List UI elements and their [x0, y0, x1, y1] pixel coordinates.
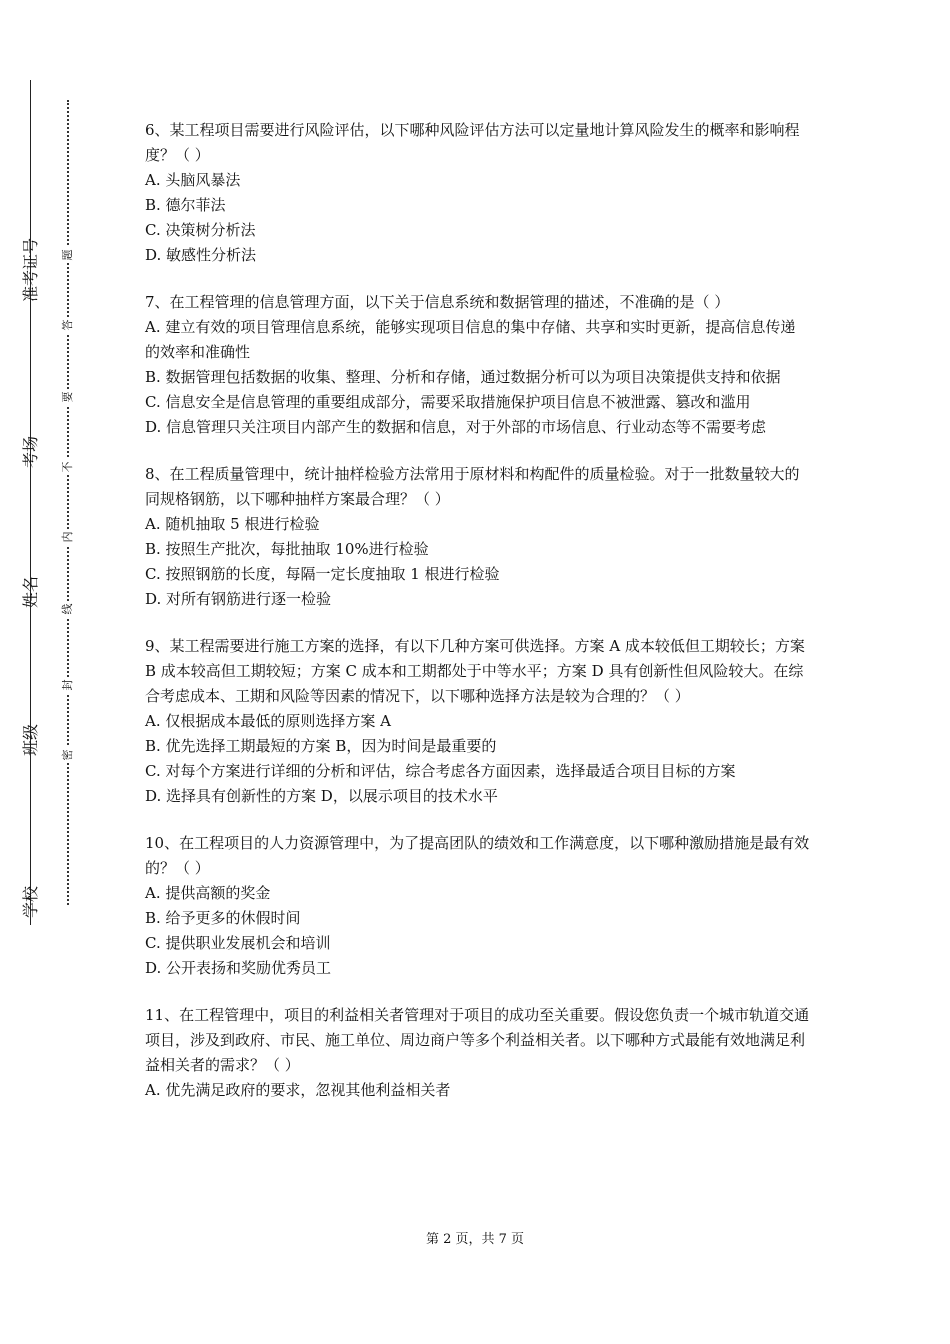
seal-word: 封 — [61, 677, 75, 693]
label-class: 班级 — [21, 723, 40, 756]
option-b: B. 优先选择工期最短的方案 B，因为时间是最重要的 — [145, 737, 497, 755]
page-number: 第 2 页，共 7 页 — [425, 1232, 525, 1247]
option-a: A. 建立有效的项目管理信息系统，能够实现项目信息的集中存储、共享和实时更新，提高信息传递的效率和准确性 — [145, 318, 796, 361]
option-c: C. 信息安全是信息管理的重要组成部分，需要采取措施保护项目信息不被泄露、篡改和滥用 — [145, 393, 751, 411]
question-stem: 7、在工程管理的信息管理方面，以下关于信息系统和数据管理的描述，不准确的是（ ） — [145, 293, 730, 311]
option-a: A. 提供高额的奖金 — [145, 884, 271, 902]
question-stem: 9、某工程需要进行施工方案的选择，有以下几种方案可供选择。方案 A 成本较低但工期较长；方案 B 成本较高但工期较短；方案 C 成本和工期都处于中等水平；方案 D 具有创新性但风险较大。在综合考虑成本、工期和风险等因素的情况下，以下哪种选择方法是较为合理的？（ ） — [145, 637, 805, 705]
option-c: C. 提供职业发展机会和培训 — [145, 934, 331, 952]
seal-word: 不 — [61, 459, 75, 475]
option-b: B. 按照生产批次，每批抽取 10%进行检验 — [145, 540, 429, 558]
option-d: D. 对所有钢筋进行逐一检验 — [145, 590, 332, 608]
question-11 — [145, 1003, 810, 1103]
label-school: 学校 — [21, 885, 40, 918]
seal-word: 答 — [61, 317, 75, 333]
option-b: B. 给予更多的休假时间 — [145, 909, 301, 927]
option-c: C. 决策树分析法 — [145, 221, 256, 239]
label-exam-room: 考场 — [21, 435, 40, 468]
question-6 — [145, 118, 810, 268]
binding-line — [30, 80, 39, 925]
option-d: D. 公开表扬和奖励优秀员工 — [145, 959, 332, 977]
seal-word: 线 — [61, 601, 75, 617]
seal-word: 密 — [61, 747, 75, 763]
question-7 — [145, 290, 810, 440]
option-a: A. 仅根据成本最低的原则选择方案 A — [145, 712, 391, 730]
seal-word: 题 — [61, 247, 75, 263]
question-stem: 11、在工程管理中，项目的利益相关者管理对于项目的成功至关重要。假设您负责一个城市轨道交通项目，涉及到政府、市民、施工单位、周边商户等多个利益相关者。以下哪种方式最能有效地满足利益相关者的需求？（ ） — [145, 1006, 810, 1074]
question-stem: 10、在工程项目的人力资源管理中，为了提高团队的绩效和工作满意度，以下哪种激励措施是最有效的？（ ） — [145, 834, 810, 877]
option-d: D. 敏感性分析法 — [145, 246, 257, 264]
label-admission-number: 准考证号 — [21, 237, 40, 302]
option-c: C. 按照钢筋的长度，每隔一定长度抽取 1 根进行检验 — [145, 565, 500, 583]
option-c: C. 对每个方案进行详细的分析和评估，综合考虑各方面因素，选择最适合项目目标的方案 — [145, 762, 736, 780]
option-a: A. 随机抽取 5 根进行检验 — [145, 515, 320, 533]
question-8 — [145, 462, 810, 612]
question-stem: 8、在工程质量管理中，统计抽样检验方法常用于原材料和构配件的质量检验。对于一批数量较大的同规格钢筋，以下哪种抽样方案最合理？（ ） — [145, 465, 800, 508]
seal-dotted-line — [67, 100, 69, 905]
option-a: A. 头脑风暴法 — [145, 171, 241, 189]
option-d: D. 选择具有创新性的方案 D，以展示项目的技术水平 — [145, 787, 498, 805]
option-b: B. 数据管理包括数据的收集、整理、分析和存储，通过数据分析可以为项目决策提供支持和依据 — [145, 368, 781, 386]
question-10 — [145, 831, 810, 981]
option-a: A. 优先满足政府的要求，忽视其他利益相关者 — [145, 1081, 451, 1099]
label-name: 姓名 — [21, 575, 40, 608]
option-b: B. 德尔菲法 — [145, 196, 226, 214]
question-stem: 6、某工程项目需要进行风险评估，以下哪种风险评估方法可以定量地计算风险发生的概率和影响程度？（ ） — [145, 121, 800, 164]
question-9 — [145, 634, 810, 809]
seal-word: 要 — [61, 389, 75, 405]
option-d: D. 信息管理只关注项目内部产生的数据和信息，对于外部的市场信息、行业动态等不需要考虑 — [145, 418, 767, 436]
question-list — [145, 118, 810, 1125]
seal-word: 内 — [61, 529, 75, 545]
